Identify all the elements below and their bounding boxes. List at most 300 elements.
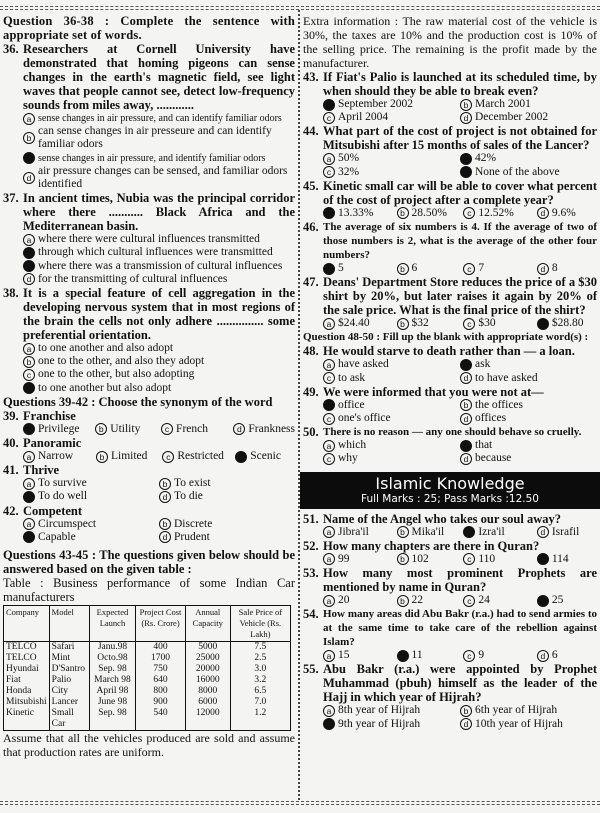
option-letter-bubble-icon[interactable]: d — [23, 172, 35, 184]
question-stem — [303, 385, 597, 399]
question-41 — [3, 463, 295, 503]
answer-options — [3, 342, 295, 395]
answer-options — [3, 233, 295, 286]
answer-option-b[interactable] — [397, 526, 464, 539]
question-number: 51. — [303, 511, 319, 526]
option-letter-bubble-icon[interactable]: b — [397, 207, 409, 219]
question-text: Panoramic — [23, 436, 82, 451]
answer-option-a[interactable] — [323, 358, 460, 371]
answer-options — [303, 594, 597, 607]
section-heading-36-38: Question 36-38 : Complete the sentence with appropriate set of words. — [3, 14, 295, 42]
column-header: Project Cost (Rs. Crore) — [136, 606, 186, 642]
answer-option-d[interactable] — [235, 450, 295, 463]
answer-option-b[interactable] — [460, 152, 597, 165]
option-text: 25 — [551, 594, 564, 607]
option-letter-bubble-icon[interactable]: a — [23, 451, 35, 463]
option-letter-bubble-icon[interactable]: b — [397, 553, 409, 565]
answer-option-b[interactable] — [397, 262, 464, 275]
answer-option-c[interactable] — [463, 649, 537, 662]
filled-bubble-icon[interactable]: b — [460, 153, 472, 165]
question-stem — [303, 539, 597, 553]
answer-option-c[interactable] — [323, 718, 460, 731]
table-cell: Honda — [4, 686, 50, 697]
answer-option-b[interactable] — [159, 518, 295, 531]
answer-option-c[interactable] — [23, 368, 295, 381]
option-letter-bubble-icon[interactable]: d — [460, 372, 472, 384]
table-cell: 16000 — [185, 675, 230, 686]
question-text: Researchers at Cornell University have demonstrated that homing pigeons can sense changes in the earth's magnetic field, see light waves that people cannot see, detect low-frequency sounds from miles away, ............ — [23, 42, 295, 112]
answer-option-a[interactable] — [323, 704, 460, 717]
question-40 — [3, 436, 295, 463]
option-letter-bubble-icon[interactable]: b — [397, 318, 409, 330]
option-text: September 2002 — [338, 98, 414, 110]
answer-option-a[interactable] — [323, 98, 460, 111]
answer-option-b[interactable] — [159, 477, 295, 490]
filled-bubble-icon[interactable]: a — [323, 263, 335, 275]
question-stem — [3, 409, 295, 423]
filled-bubble-icon[interactable]: b — [460, 440, 472, 452]
answer-option-c[interactable] — [23, 260, 295, 273]
answer-option-b[interactable] — [460, 358, 597, 371]
answer-option-a[interactable] — [23, 477, 159, 490]
question-stem — [303, 124, 597, 152]
answer-option-a[interactable] — [323, 594, 397, 607]
table-cell: TELCO — [4, 642, 50, 654]
option-letter-bubble-icon[interactable]: c — [463, 650, 475, 662]
option-text: can sense changes in air presseure and can identify familiar odors — [38, 125, 272, 151]
answer-option-a[interactable] — [23, 518, 159, 531]
option-text: Izra'il — [478, 525, 505, 538]
answer-option-d[interactable] — [537, 317, 597, 330]
option-letter-bubble-icon[interactable]: c — [23, 369, 35, 381]
answer-option-d[interactable] — [23, 382, 295, 395]
answer-option-c[interactable] — [323, 372, 460, 385]
table-caption: Table : Business performance of some Indian Car manufacturers — [3, 576, 295, 605]
answer-option-c[interactable] — [463, 317, 537, 330]
answer-option-d[interactable] — [23, 273, 295, 286]
answer-options — [3, 112, 295, 191]
option-text: ask — [475, 358, 491, 371]
table-cell: 20000 — [185, 664, 230, 675]
option-text: air pressure changes can be sensed, and familiar odors identified — [38, 164, 288, 191]
option-letter-bubble-icon[interactable]: b — [23, 132, 35, 144]
option-letter-bubble-icon[interactable]: b — [460, 705, 472, 717]
answer-option-a[interactable] — [23, 450, 96, 463]
option-text: 7 — [478, 262, 485, 275]
table-row — [4, 708, 291, 731]
answer-option-c[interactable] — [323, 452, 460, 465]
question-54 — [303, 607, 597, 662]
question-number: 54. — [303, 607, 319, 622]
question-stem — [303, 607, 597, 649]
answer-option-b[interactable] — [460, 439, 597, 452]
option-text: offices — [475, 412, 507, 425]
answer-option-d[interactable] — [460, 452, 597, 465]
option-text: 114 — [551, 552, 569, 565]
answer-option-d[interactable] — [537, 649, 597, 662]
table-cell: Kinetic — [4, 708, 50, 731]
option-letter-bubble-icon[interactable]: a — [323, 526, 335, 538]
filled-bubble-icon[interactable]: c — [323, 718, 335, 730]
filled-bubble-icon[interactable]: d — [235, 451, 247, 463]
answer-option-a[interactable] — [23, 423, 95, 436]
business-performance-table — [3, 605, 291, 731]
option-text: 9 — [478, 649, 485, 662]
answer-options — [303, 317, 597, 330]
answer-option-a[interactable] — [323, 649, 397, 662]
answer-option-d[interactable] — [537, 526, 597, 539]
option-letter-bubble-icon[interactable]: a — [323, 318, 335, 330]
option-text: 9.6% — [551, 206, 576, 219]
answer-option-b[interactable] — [397, 649, 464, 662]
table-cell: 1700 — [136, 653, 186, 664]
question-50 — [303, 425, 597, 465]
question-42 — [3, 504, 295, 544]
option-letter-bubble-icon[interactable]: b — [460, 399, 472, 411]
answer-option-d[interactable] — [460, 718, 597, 731]
answer-option-c[interactable] — [23, 490, 159, 503]
filled-bubble-icon[interactable]: d — [460, 166, 472, 178]
option-text: 6 — [411, 262, 418, 275]
option-text: office — [338, 398, 365, 411]
table-cell: March 98 — [89, 675, 135, 686]
option-letter-bubble-icon[interactable]: c — [463, 207, 475, 219]
answer-option-a[interactable] — [323, 553, 397, 566]
filled-bubble-icon[interactable]: b — [460, 359, 472, 371]
table-header-row — [4, 606, 291, 642]
answer-options — [303, 526, 597, 539]
option-letter-bubble-icon[interactable]: c — [323, 372, 335, 384]
answer-options — [303, 649, 597, 662]
option-text: Jibra'il — [338, 525, 369, 538]
answer-option-d[interactable] — [233, 423, 295, 436]
option-text: 9th year of Hijrah — [338, 717, 421, 730]
table-cell: 7.0 — [230, 697, 290, 708]
option-text: To survive — [38, 477, 87, 490]
option-letter-bubble-icon[interactable]: c — [323, 413, 335, 425]
answer-option-c[interactable] — [323, 166, 460, 179]
option-text: 6 — [551, 649, 558, 662]
answer-option-a[interactable] — [323, 526, 397, 539]
filled-bubble-icon[interactable]: c — [23, 531, 35, 543]
answer-option-b[interactable] — [95, 423, 161, 436]
answer-option-d[interactable] — [460, 372, 597, 385]
option-text: because — [475, 452, 512, 465]
question-number: 40. — [3, 436, 19, 451]
filled-bubble-icon[interactable]: a — [23, 423, 35, 435]
answer-option-d[interactable] — [159, 531, 295, 544]
answer-option-a[interactable] — [323, 152, 460, 165]
option-text: 15 — [338, 649, 350, 662]
answer-options — [303, 262, 597, 275]
filled-bubble-icon[interactable]: d — [537, 595, 549, 607]
option-text: To do well — [38, 490, 88, 503]
column-header: Expected Launch — [89, 606, 135, 642]
question-55 — [303, 662, 597, 730]
option-letter-bubble-icon[interactable]: a — [23, 518, 35, 530]
option-letter-bubble-icon[interactable]: b — [96, 451, 108, 463]
question-stem — [303, 220, 597, 262]
option-text: 110 — [478, 552, 496, 565]
filled-bubble-icon[interactable]: d — [537, 318, 549, 330]
answer-options — [3, 518, 295, 544]
filled-bubble-icon[interactable]: c — [23, 491, 35, 503]
option-letter-bubble-icon[interactable]: c — [162, 451, 174, 463]
option-text: 32% — [338, 165, 360, 178]
answer-option-d[interactable] — [537, 594, 597, 607]
answer-option-c[interactable] — [463, 526, 537, 539]
option-text: one's office — [338, 412, 391, 425]
answer-option-b[interactable] — [397, 553, 464, 566]
option-text: 8 — [551, 262, 558, 275]
answer-option-b[interactable] — [397, 207, 464, 220]
answer-option-a[interactable] — [323, 439, 460, 452]
table-cell: 800 — [136, 686, 186, 697]
option-text: $28.80 — [551, 317, 584, 330]
table-cell: Sep. 98 — [89, 664, 135, 675]
answer-option-b[interactable] — [460, 704, 597, 717]
answer-option-d[interactable] — [537, 207, 597, 220]
question-stem — [3, 286, 295, 342]
option-letter-bubble-icon[interactable]: c — [161, 423, 173, 435]
answer-option-a[interactable] — [23, 342, 295, 355]
option-letter-bubble-icon[interactable]: d — [537, 207, 549, 219]
option-text: French — [176, 422, 208, 435]
option-letter-bubble-icon[interactable]: c — [323, 112, 335, 124]
option-text: Discrete — [174, 517, 213, 530]
option-letter-bubble-icon[interactable]: d — [537, 526, 549, 538]
column-header: Company — [4, 606, 50, 642]
option-letter-bubble-icon[interactable]: b — [397, 595, 409, 607]
question-text: Abu Bakr (r.a.) were appointed by Prophet Muhammad (pbuh) himself as the leader of the Hajj in which year of Hijrah? — [323, 662, 597, 705]
question-stem — [3, 42, 295, 112]
question-text: Name of the Angel who takes our soul away? — [323, 511, 561, 526]
question-46 — [303, 220, 597, 275]
answer-option-a[interactable] — [323, 262, 397, 275]
option-letter-bubble-icon[interactable]: d — [23, 273, 35, 285]
answer-options — [303, 399, 597, 425]
option-letter-bubble-icon[interactable]: b — [95, 423, 107, 435]
table-cell: 8000 — [185, 686, 230, 697]
option-text: to one another and also adopt — [38, 342, 174, 355]
option-letter-bubble-icon[interactable]: c — [323, 453, 335, 465]
option-text: 42% — [475, 152, 497, 165]
answer-option-b[interactable] — [23, 246, 295, 259]
option-text: one to the other, and also they adopt — [38, 355, 205, 368]
filled-bubble-icon[interactable]: d — [23, 382, 35, 394]
table-cell: Small Car — [49, 708, 89, 731]
option-letter-bubble-icon[interactable]: d — [537, 650, 549, 662]
question-number: 45. — [303, 178, 319, 193]
option-text: $30 — [478, 317, 496, 330]
answer-option-d[interactable] — [460, 412, 597, 425]
answer-option-d[interactable] — [23, 165, 295, 191]
answer-option-b[interactable] — [460, 399, 597, 412]
answer-option-d[interactable] — [537, 262, 597, 275]
answer-option-d[interactable] — [460, 166, 597, 179]
option-letter-bubble-icon[interactable]: d — [159, 531, 171, 543]
option-letter-bubble-icon[interactable]: b — [23, 356, 35, 368]
option-text: 8th year of Hijrah — [338, 704, 421, 717]
option-letter-bubble-icon[interactable]: d — [460, 112, 472, 124]
answer-option-c[interactable] — [23, 152, 295, 165]
question-text: We were informed that you were not at— — [323, 384, 544, 399]
table-cell: 7.5 — [230, 642, 290, 654]
option-letter-bubble-icon[interactable]: d — [159, 491, 171, 503]
option-letter-bubble-icon[interactable]: d — [460, 413, 472, 425]
option-text: 99 — [338, 552, 350, 565]
answer-option-c[interactable] — [463, 553, 537, 566]
option-letter-bubble-icon[interactable]: d — [233, 423, 245, 435]
answer-option-b[interactable] — [23, 355, 295, 368]
option-letter-bubble-icon[interactable]: c — [463, 553, 475, 565]
answer-option-d[interactable] — [460, 111, 597, 124]
banner-title: Islamic Knowledge — [375, 473, 525, 493]
table-cell: Sep. 98 — [89, 708, 135, 731]
question-text: There is no reason — any one should behave so cruelly. — [323, 426, 582, 439]
question-text: The average of six numbers is 4. If the average of two of those numbers is 2, what is the average of the other four numbers? — [323, 221, 597, 262]
question-text: It is a special feature of cell aggregation in the developing nervous system that in most regions of the brain the cells not only adhere ............... some preferential orientation. — [23, 286, 295, 343]
option-letter-bubble-icon[interactable]: b — [460, 99, 472, 111]
answer-option-a[interactable] — [23, 112, 295, 125]
column-header: Model — [49, 606, 89, 642]
table-cell: 400 — [136, 642, 186, 654]
question-text: Kinetic small car will be able to cover what percent of the cost of project after a complete year? — [323, 178, 597, 207]
filled-bubble-icon[interactable]: c — [23, 260, 35, 272]
question-39 — [3, 409, 295, 436]
filled-bubble-icon[interactable]: b — [23, 247, 35, 259]
answer-option-a[interactable] — [323, 207, 397, 220]
assumption-note: Assume that all the vehicles produced are sold and assume that production rates are uniform. — [3, 731, 295, 760]
option-letter-bubble-icon[interactable]: c — [463, 595, 475, 607]
option-letter-bubble-icon[interactable]: a — [23, 113, 35, 125]
table-cell: TELCO — [4, 653, 50, 664]
question-number: 44. — [303, 124, 319, 139]
option-text: None of the above — [475, 165, 560, 178]
table-cell: 6.5 — [230, 686, 290, 697]
answer-option-a[interactable] — [323, 317, 397, 330]
filled-bubble-icon[interactable]: a — [323, 399, 335, 411]
option-text: have asked — [338, 358, 389, 371]
option-letter-bubble-icon[interactable]: b — [159, 478, 171, 490]
filled-bubble-icon[interactable]: c — [23, 152, 35, 164]
option-letter-bubble-icon[interactable]: a — [323, 705, 335, 717]
question-number: 50. — [303, 425, 319, 440]
question-stem — [303, 344, 597, 358]
answer-option-b[interactable] — [397, 317, 464, 330]
option-letter-bubble-icon[interactable]: a — [323, 595, 335, 607]
answer-option-c[interactable] — [161, 423, 233, 436]
table-row — [4, 653, 291, 664]
option-letter-bubble-icon[interactable]: d — [537, 263, 549, 275]
option-letter-bubble-icon[interactable]: d — [460, 718, 472, 730]
answer-option-c[interactable] — [463, 262, 537, 275]
option-text: sense changes in air pressure, and can identify familiar odors — [38, 113, 282, 124]
filled-bubble-icon[interactable]: c — [463, 526, 475, 538]
question-37 — [3, 191, 295, 286]
option-letter-bubble-icon[interactable]: c — [463, 318, 475, 330]
option-text: 13.33% — [338, 206, 374, 219]
option-letter-bubble-icon[interactable]: a — [23, 234, 35, 246]
option-text: which — [338, 439, 367, 452]
answer-options — [303, 358, 597, 384]
option-letter-bubble-icon[interactable]: b — [397, 526, 409, 538]
question-51 — [303, 512, 597, 539]
question-number: 52. — [303, 538, 319, 553]
option-letter-bubble-icon[interactable]: b — [159, 518, 171, 530]
filled-bubble-icon[interactable]: d — [537, 553, 549, 565]
option-letter-bubble-icon[interactable]: a — [323, 153, 335, 165]
answer-option-b[interactable] — [96, 450, 162, 463]
option-text: 24 — [478, 594, 490, 607]
option-text: where there was a transmission of cultural influences — [38, 259, 283, 272]
option-text: Capable — [38, 530, 76, 543]
answer-option-c[interactable] — [463, 207, 537, 220]
filled-bubble-icon[interactable]: a — [323, 207, 335, 219]
left-column — [3, 11, 295, 759]
option-text: To exist — [174, 477, 211, 490]
option-text: sense changes in air pressure, and identify familiar odors — [38, 152, 266, 164]
answer-option-d[interactable] — [537, 553, 597, 566]
question-38 — [3, 286, 295, 395]
option-text: Scenic — [250, 450, 281, 463]
question-36 — [3, 42, 295, 191]
option-letter-bubble-icon[interactable]: a — [323, 650, 335, 662]
option-letter-bubble-icon[interactable]: a — [23, 343, 35, 355]
option-text: Frankness — [248, 422, 295, 435]
option-letter-bubble-icon[interactable]: a — [323, 440, 335, 452]
option-letter-bubble-icon[interactable]: d — [460, 453, 472, 465]
answer-option-c[interactable] — [23, 531, 159, 544]
option-text: 11 — [411, 649, 423, 662]
option-letter-bubble-icon[interactable]: b — [397, 263, 409, 275]
option-letter-bubble-icon[interactable]: c — [323, 166, 335, 178]
answer-option-c[interactable] — [323, 111, 460, 124]
answer-option-a[interactable] — [23, 233, 295, 246]
question-number: 46. — [303, 220, 319, 235]
option-letter-bubble-icon[interactable]: a — [323, 359, 335, 371]
filled-bubble-icon[interactable]: a — [323, 99, 335, 111]
option-text: to one another but also adopt — [38, 381, 172, 394]
option-text: why — [338, 452, 358, 465]
answer-option-d[interactable] — [159, 490, 295, 503]
answer-option-c[interactable] — [162, 450, 235, 463]
question-number: 47. — [303, 275, 319, 290]
answer-option-c[interactable] — [323, 412, 460, 425]
question-text: In ancient times, Nubia was the principal corridor where there ........... Black Africa and the Mediterranean basin. — [23, 191, 295, 234]
option-letter-bubble-icon[interactable]: a — [323, 553, 335, 565]
option-letter-bubble-icon[interactable]: c — [463, 263, 475, 275]
option-text: 20 — [338, 594, 350, 607]
filled-bubble-icon[interactable]: b — [397, 650, 409, 662]
table-cell: 640 — [136, 675, 186, 686]
option-text: April 2004 — [338, 111, 389, 124]
answer-option-a[interactable] — [323, 399, 460, 412]
option-text: Limited — [110, 450, 148, 463]
question-text: Thrive — [23, 463, 60, 478]
answer-options — [3, 423, 295, 436]
table-cell: 6000 — [185, 697, 230, 708]
option-text: 22 — [411, 594, 423, 607]
question-text: Deans' Department Store reduces the price of a $30 shirt by 20%, but later raises it again by 20% of the sale price. What is the final price of the shirt? — [323, 275, 597, 318]
top-dashed-border — [0, 6, 600, 10]
question-text: If Fiat's Palio is launched at its scheduled time, by when should they be able to break even? — [323, 70, 597, 98]
answer-option-c[interactable] — [463, 594, 537, 607]
answer-option-b[interactable] — [460, 98, 597, 111]
answer-option-b[interactable] — [23, 125, 295, 151]
option-letter-bubble-icon[interactable]: a — [23, 478, 35, 490]
answer-option-b[interactable] — [397, 594, 464, 607]
